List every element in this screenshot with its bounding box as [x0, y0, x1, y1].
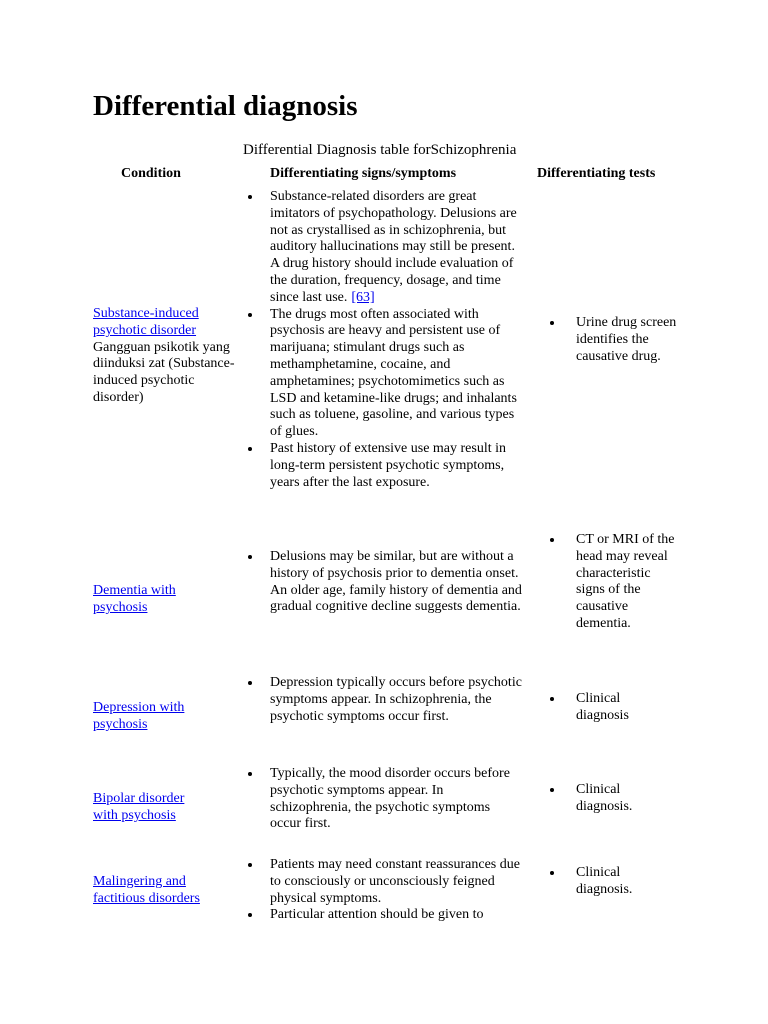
- row-signs-bipolar: [248, 766, 523, 833]
- header-condition: Condition: [121, 166, 181, 181]
- sign-bullet: [248, 189, 523, 307]
- reference-link-63[interactable]: [63]: [351, 289, 375, 305]
- table-caption: Differential Diagnosis table forSchizophrenia: [243, 142, 517, 158]
- row-signs-depression: [248, 675, 523, 725]
- row-signs-substance: [248, 189, 523, 491]
- test-text: Clinical diagnosis.: [576, 782, 633, 814]
- test-bullet: [550, 782, 640, 816]
- sign-text: The drugs most often associated with psychosis are heavy and persistent use of marijuana; stimulant drugs such as methamphetamine, cocaine, and amphetamines; psychotomimetics such as LSD and ketamine-like drugs; and inhalants such as toluene, gasoline, and various types of glues.: [270, 306, 517, 440]
- condition-link-substance-induced[interactable]: Substance-induced psychotic disorder: [93, 306, 199, 338]
- sign-text: Particular attention should be given to: [270, 907, 484, 923]
- condition-link-malingering-and-factitious-disorders[interactable]: Malingering and factitious disorders: [93, 874, 200, 906]
- condition-link-bipolar-disorder-with-psychosis[interactable]: Bipolar disorder with psychosis: [93, 791, 185, 823]
- sign-bullet: [248, 441, 523, 491]
- condition-link-dementia-with-psychosis[interactable]: Dementia with psychosis: [93, 583, 176, 615]
- sign-text: Substance-related disorders are great imitators of psychopathology. Delusions are not as crystallised as in schizophrenia, but auditory hallucinations may still be present. A drug history should include evaluation of the duration, frequency, dosage, and time since last use.: [270, 189, 517, 305]
- sign-text: Patients may need constant reassurances due to consciously or unconsciously feigned physical symptoms.: [270, 857, 520, 906]
- test-text: Clinical diagnosis: [576, 691, 629, 723]
- sign-bullet: [248, 307, 523, 441]
- sign-bullet: [248, 766, 523, 833]
- sign-text: Past history of extensive use may result in long-term persistent psychotic symptoms, years after the last exposure.: [270, 440, 507, 490]
- sign-text: Typically, the mood disorder occurs before psychotic symptoms appear. In schizophrenia, the psychotic symptoms occur first.: [270, 766, 510, 832]
- row-tests-bipolar: [550, 782, 640, 816]
- row-tests-malingering: [550, 865, 640, 899]
- row-tests-depression: [550, 691, 640, 725]
- row-signs-dementia: [248, 549, 523, 616]
- sign-bullet: [248, 857, 523, 907]
- test-text: Clinical diagnosis.: [576, 865, 633, 897]
- test-bullet: [550, 865, 640, 899]
- test-bullet: [550, 532, 680, 633]
- test-bullet: [550, 315, 680, 365]
- row-condition-substance: [93, 306, 243, 407]
- row-condition-malingering: [93, 874, 223, 908]
- sign-bullet: [248, 907, 523, 924]
- row-condition-depression: [93, 700, 203, 734]
- test-bullet: [550, 691, 640, 725]
- header-tests: Differentiating tests: [537, 166, 656, 181]
- row-condition-bipolar: [93, 791, 203, 825]
- sign-text: Depression typically occurs before psychotic symptoms appear. In schizophrenia, the psychotic symptoms occur first.: [270, 675, 522, 724]
- sign-bullet: [248, 549, 523, 616]
- page-title: Differential diagnosis: [93, 90, 358, 122]
- test-text: Urine drug screen identifies the causative drug.: [576, 315, 677, 364]
- test-text: CT or MRI of the head may reveal characteristic signs of the causative dementia.: [576, 532, 675, 631]
- row-condition-dementia: [93, 583, 203, 617]
- header-signs-symptoms: Differentiating signs/symptoms: [270, 166, 457, 181]
- sign-text: Delusions may be similar, but are without a history of psychosis prior to dementia onset. An older age, family history of dementia and gradual cognitive decline suggests dementia.: [270, 549, 522, 615]
- condition-note: Gangguan psikotik yang diinduksi zat (Substance-induced psychotic disorder): [93, 339, 235, 405]
- condition-link-depression-with-psychosis[interactable]: Depression with psychosis: [93, 700, 185, 732]
- row-tests-substance: [550, 315, 680, 365]
- row-tests-dementia: [550, 532, 680, 633]
- sign-bullet: [248, 675, 523, 725]
- row-signs-malingering: [248, 857, 523, 924]
